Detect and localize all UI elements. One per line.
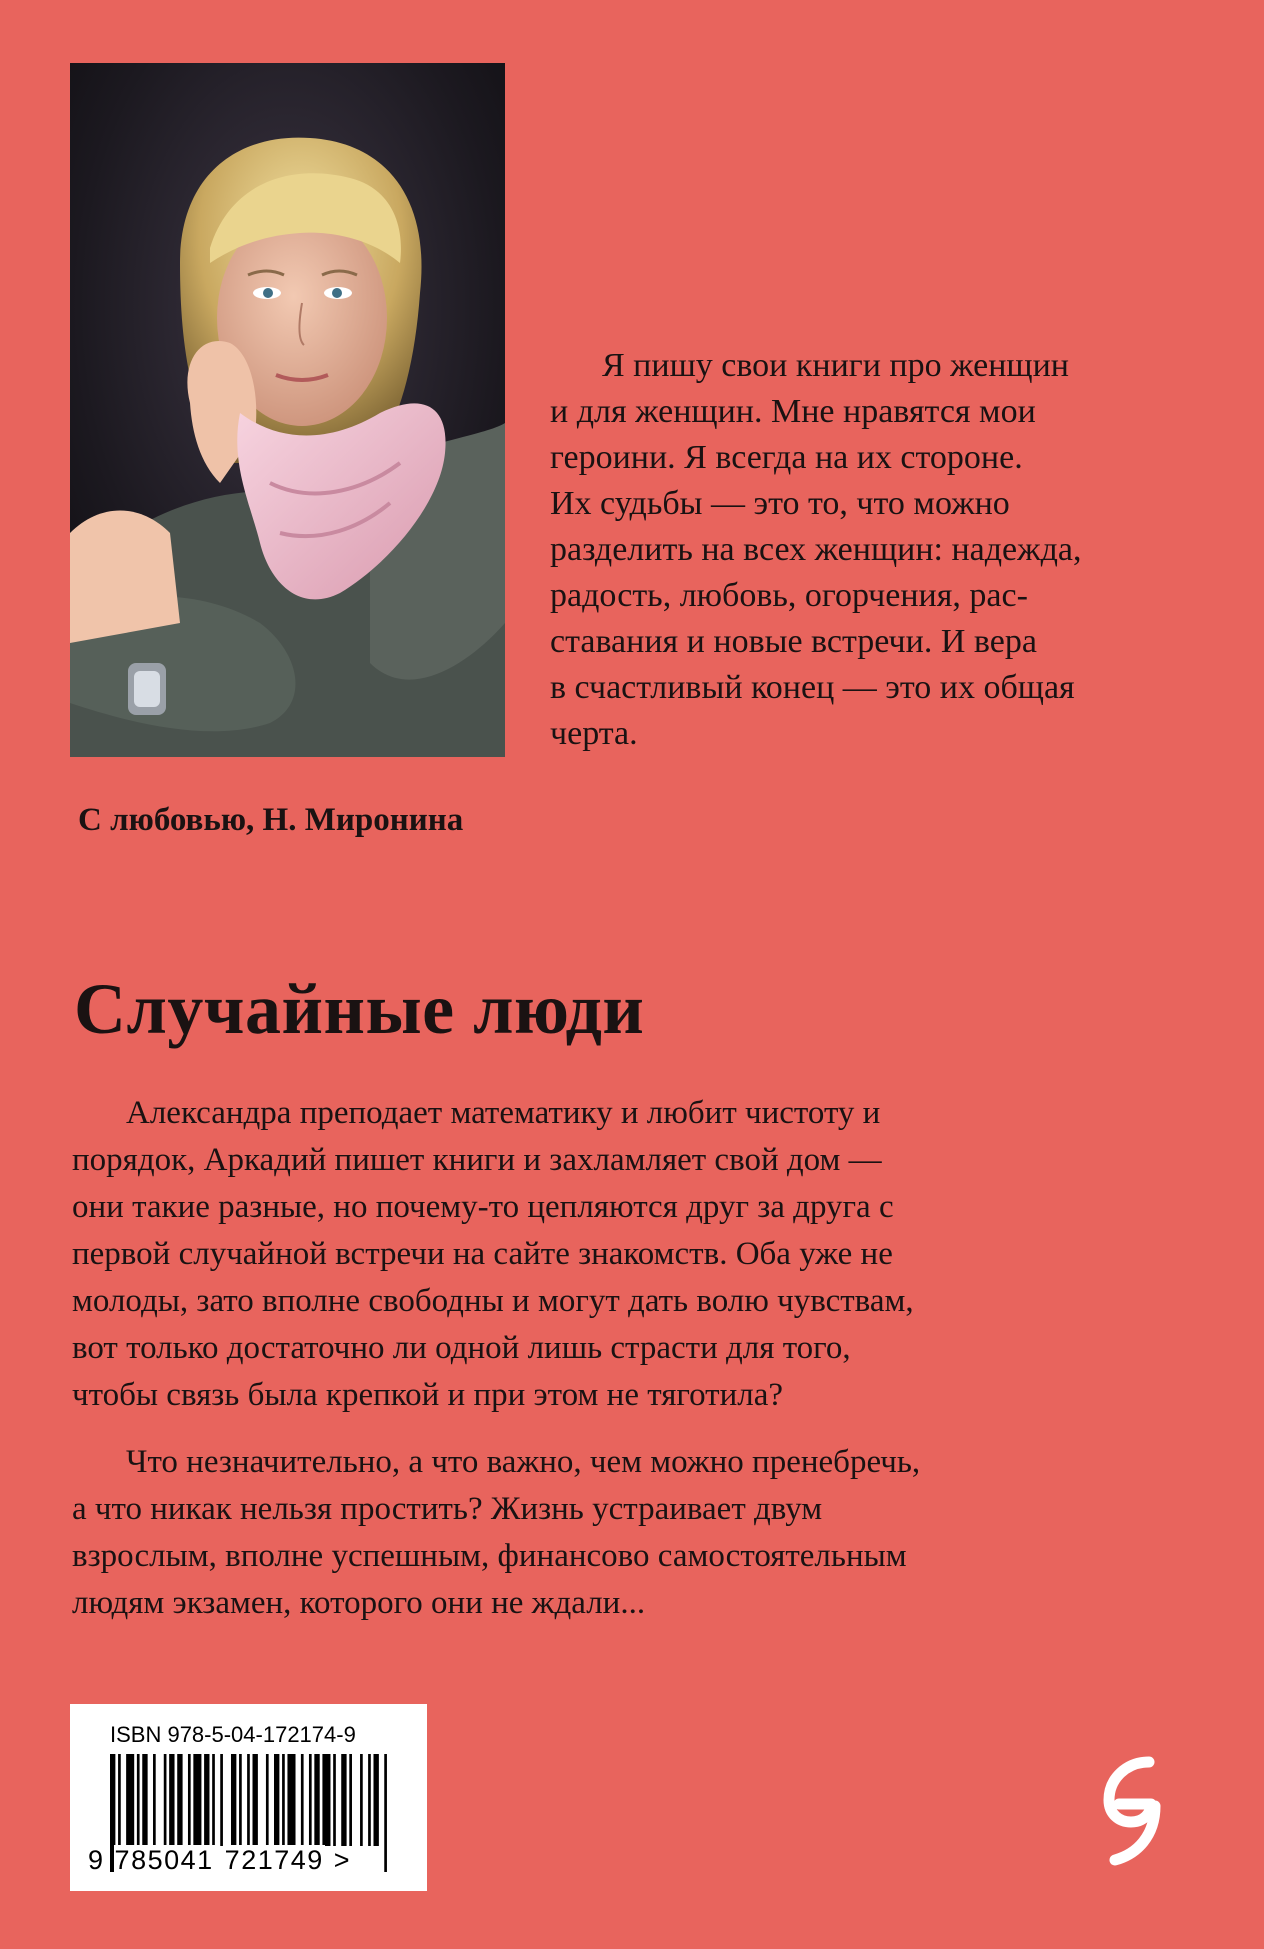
barcode-bar (301, 1754, 304, 1846)
barcode-bar (287, 1754, 295, 1846)
barcode-bar (126, 1754, 134, 1846)
blurb-line: а что никак нельзя простить? Жизнь устраивает двум (72, 1491, 823, 1527)
barcode-bar (231, 1754, 236, 1846)
eksmo-logo-icon (1097, 1756, 1167, 1866)
barcode-bar (373, 1754, 378, 1846)
barcode-bar (153, 1754, 156, 1846)
barcode-bar (204, 1754, 209, 1846)
blurb-line: молоды, зато вполне свободны и могут дать волю чувствам, (72, 1283, 914, 1319)
barcode-bar (169, 1754, 174, 1846)
author-signature: С любовью, Н. Миронина (78, 802, 464, 838)
isbn-label: ISBN 978-5-04-172174-9 (110, 1722, 356, 1747)
quote-line: героини. Я всегда на их стороне. (550, 439, 1023, 476)
quote-line: Я пишу свои книги про женщин (602, 347, 1070, 384)
barcode-bar (322, 1754, 330, 1846)
barcode-bar (239, 1754, 242, 1846)
blurb-paragraph-1 (72, 1090, 1212, 1419)
blurb-line: людям экзамен, которого они не ждали... (72, 1585, 646, 1621)
author-portrait-image (70, 63, 505, 757)
ean-first-digit: 9 (88, 1845, 105, 1875)
blurb-line: взрослым, вполне успешным, финансово самостоятельным (72, 1538, 907, 1574)
author-photo (70, 63, 505, 757)
barcode-bar (309, 1754, 312, 1846)
quote-line: радость, любовь, огорчения, рас- (550, 577, 1028, 614)
barcode-bar (341, 1754, 346, 1846)
barcode-bar (333, 1754, 336, 1846)
barcode-bar (193, 1754, 201, 1846)
barcode-bar (360, 1754, 363, 1846)
quote-line: разделить на всех женщин: надежда, (550, 531, 1082, 568)
blurb-line: они такие разные, но почему-то цепляются друг за друга с (72, 1189, 894, 1225)
ean-digits (88, 1845, 351, 1876)
barcode-bar (368, 1754, 371, 1846)
ean-end-marker: > (333, 1845, 352, 1875)
barcode-bar (220, 1754, 223, 1846)
barcode-bar (314, 1754, 319, 1846)
quote-line: Их судьбы — это то, что можно (550, 485, 1010, 522)
barcode-bar (177, 1754, 182, 1846)
ean-group-2: 721749 (224, 1845, 324, 1875)
barcode-bar (164, 1754, 167, 1846)
barcode-bar (188, 1754, 191, 1846)
blurb-line: чтобы связь была крепкой и при этом не тяготила? (72, 1377, 784, 1413)
isbn-barcode (70, 1704, 427, 1891)
barcode-bar (282, 1754, 285, 1846)
ean-group-1: 785041 (114, 1845, 214, 1875)
barcode-bar (349, 1754, 352, 1846)
barcode-bar (137, 1754, 140, 1846)
blurb-line: порядок, Аркадий пишет книги и захламляет свой дом — (72, 1142, 882, 1178)
quote-line: черта. (550, 715, 638, 752)
blurb-line: Что незначительно, а что важно, чем можно пренебречь, (126, 1444, 921, 1480)
barcode-bar (274, 1754, 279, 1846)
blurb-line: Александра преподает математику и любит чистоту и (126, 1095, 881, 1131)
barcode-bar (212, 1754, 215, 1846)
quote-line: и для женщин. Мне нравятся мои (550, 393, 1036, 430)
quote-line: ставания и новые встречи. И вера (550, 623, 1037, 660)
blurb-paragraph-2 (72, 1439, 1212, 1627)
blurb-line: первой случайной встречи на сайте знакомств. Оба уже не (72, 1236, 893, 1272)
author-quote (550, 343, 1200, 757)
book-title: Случайные люди (74, 969, 645, 1049)
barcode-bar (142, 1754, 147, 1846)
barcode-bar (384, 1754, 387, 1872)
barcode-bar (266, 1754, 269, 1846)
quote-line: в счастливый конец — это их общая (550, 669, 1075, 706)
blurb-line: вот только достаточно ли одной лишь страсти для того, (72, 1330, 851, 1366)
